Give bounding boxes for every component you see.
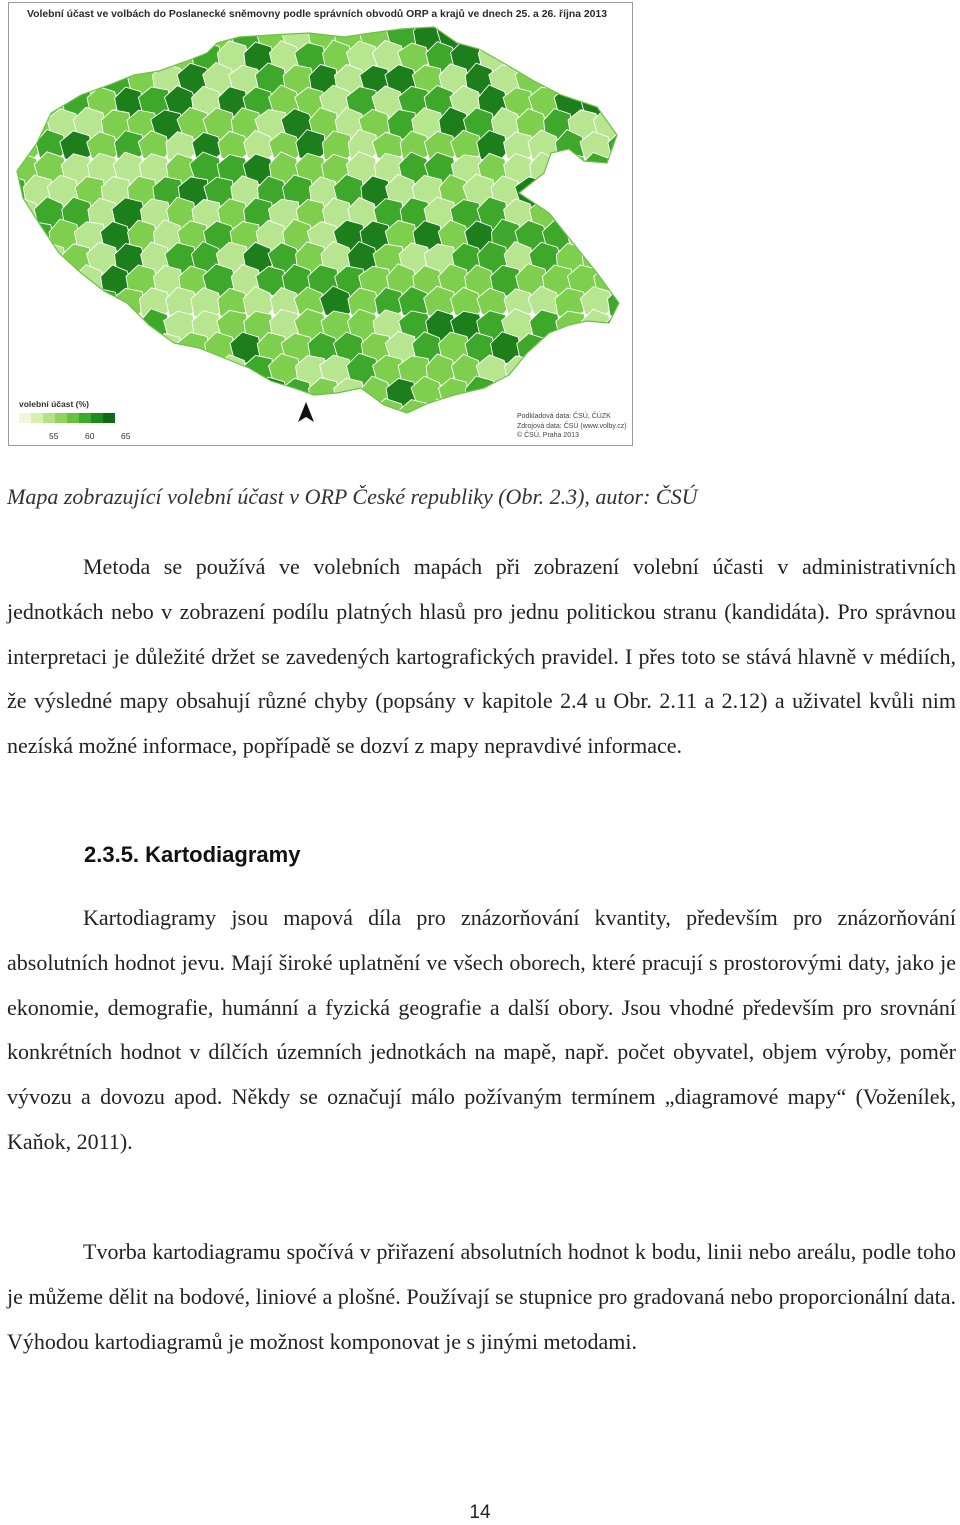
orp-region (541, 377, 573, 408)
orp-region (192, 398, 222, 433)
orp-regions (9, 3, 632, 433)
orp-region (62, 42, 92, 73)
orp-region (567, 64, 599, 97)
orp-region (60, 355, 93, 388)
orp-region (87, 42, 119, 74)
orp-region (9, 331, 27, 365)
orp-region (113, 42, 144, 75)
orp-region (62, 289, 94, 321)
orp-region (22, 18, 55, 51)
orp-region (529, 356, 560, 388)
orp-region (9, 222, 28, 253)
legend-swatch (31, 413, 43, 423)
orp-region (9, 41, 14, 75)
legend-tick: 55 (49, 431, 59, 441)
orp-region (9, 399, 16, 433)
orp-region (112, 398, 146, 433)
orp-region (9, 288, 16, 320)
orp-region (569, 332, 599, 364)
orp-region (347, 399, 378, 431)
orp-region (36, 311, 68, 342)
orp-region (99, 332, 133, 364)
orp-region (49, 20, 79, 53)
orp-region (113, 354, 143, 388)
orp-region (178, 376, 210, 408)
paragraph (7, 545, 956, 769)
orp-region (556, 153, 587, 186)
orp-region (594, 174, 625, 209)
orp-region (125, 333, 156, 365)
orp-region (606, 41, 632, 75)
orp-region (607, 3, 632, 31)
orp-region (140, 400, 171, 433)
orp-region (608, 198, 632, 232)
legend-tick: 60 (85, 431, 95, 441)
paragraph-text: Metoda se používá ve volebních mapách při zobrazení volební účasti v administrativních jednotkách nebo v zobrazení podílu platných hlasů pro jednu politickou stranu (kandidáta). Pro správnou interpretaci je důležité držet se zavedených kartografických pravidel. I přes toto se stává hlavně v médiích, že výsledné mapy obsahují různé chyby (popsány v kapitole 2.4 u Obr. 2.11 a 2.12) a uživatel kvůli nim nezíská možné informace, popřípadě se dozví z mapy nepravdivé informace. (7, 554, 956, 759)
orp-region (608, 242, 632, 275)
orp-region (9, 242, 14, 275)
orp-region (593, 331, 625, 363)
orp-region (230, 377, 262, 408)
orp-region (9, 86, 15, 119)
map-title: Volební účast ve volbách do Poslanecké sněmovny podle správních obvodů ORP a krajů ve dnech 25. a 26. října 2013 (27, 9, 607, 20)
orp-region (619, 109, 632, 142)
orp-region (9, 309, 15, 344)
legend-swatch (91, 413, 103, 423)
orp-region (529, 42, 560, 75)
page-number: 14 (469, 1502, 491, 1523)
orp-region (541, 174, 572, 209)
orp-region (555, 356, 587, 388)
orp-region (114, 309, 145, 343)
orp-region (452, 400, 484, 432)
orp-region (620, 21, 632, 51)
czech-republic-map (9, 3, 632, 445)
orp-region (542, 19, 574, 50)
orp-region (9, 356, 15, 387)
orp-region (620, 65, 632, 98)
orp-region (242, 400, 275, 433)
orp-region (9, 309, 40, 343)
orp-region (10, 88, 42, 120)
orp-region (582, 354, 612, 387)
orp-region (322, 399, 354, 431)
orp-region (606, 354, 632, 387)
paragraph (7, 1230, 956, 1364)
orp-region (102, 20, 131, 54)
orp-region (594, 65, 627, 96)
orp-region (516, 20, 547, 51)
source-line: Podkladová data: ČSÚ, ČÚZK (517, 413, 611, 420)
orp-region (21, 266, 54, 298)
paragraph-text: Tvorba kartodiagramu spočívá v přiřazení absolutních hodnot k bodu, linii nebo areálu, podle toho je můžeme dělit na bodové, liniové a plošné. Používají se stupnice pro gradovaná nebo proporcionální data. Výhodou kartodiagramů je možnost komponovat je s jinými metodami. (7, 1239, 956, 1354)
orp-region (593, 18, 625, 50)
legend-swatch (79, 413, 91, 423)
orp-region (622, 331, 633, 365)
orp-region (9, 18, 29, 52)
orp-region (36, 354, 66, 388)
orp-region (10, 287, 42, 320)
orp-region (140, 356, 172, 387)
orp-region (9, 199, 15, 230)
orp-region (10, 355, 40, 389)
orp-region (127, 376, 157, 410)
orp-region (621, 377, 632, 411)
orp-region (609, 87, 633, 119)
orp-region (87, 289, 120, 319)
orp-region (203, 375, 237, 408)
orp-region (619, 219, 632, 253)
orp-region (425, 399, 457, 433)
figure-caption: Mapa zobrazující volební účast v ORP České republiky (Obr. 2.3), autor: ČSÚ (7, 484, 698, 509)
orp-region (10, 244, 39, 276)
orp-region (568, 19, 598, 51)
orp-region (593, 222, 627, 252)
legend-title: volební účast (%) (19, 399, 89, 409)
orp-region (75, 20, 106, 51)
orp-region (516, 376, 546, 410)
map-figure (8, 2, 633, 446)
orp-region (621, 177, 632, 208)
orp-region (61, 309, 93, 342)
orp-region (165, 400, 196, 432)
orp-region (192, 355, 223, 388)
orp-region (556, 41, 589, 73)
legend-swatch (55, 413, 67, 423)
map-source (517, 412, 627, 441)
orp-region (86, 355, 118, 386)
legend-swatch (103, 413, 115, 423)
orp-region (9, 109, 29, 140)
orp-region (568, 377, 599, 410)
legend-swatch (19, 413, 31, 423)
paragraph-text: Kartodiagramy jsou mapová díla pro znázorňování kvantity, především pro znázorňování absolutních hodnot jevu. Mají široké uplatnění ve všech oborech, které pracují s prostorovými daty, jako je ekonomie, demografie, humánní a fyzická geografie a další obory. Jsou vhodné především pro srovnání konkrétních hodnot v dílčích územních jednotkách na mapě, např. počet obyvatel, objem výroby, poměr vývozu a dovozu apod. Někdy se označují málo požívaným termínem „diagramové mapy“ (Voženílek, Kaňok, 2011). (7, 905, 956, 1154)
orp-region (74, 333, 106, 364)
orp-region (101, 378, 132, 411)
orp-region (178, 20, 210, 51)
orp-region (9, 154, 16, 185)
orp-region (151, 19, 183, 51)
orp-region (581, 199, 614, 229)
orp-region (34, 243, 66, 277)
orp-region (596, 378, 626, 410)
orp-region (581, 41, 612, 74)
orp-region (152, 377, 183, 411)
source-line: Zdrojová data: ČSÚ (www.volby.cz) (517, 422, 627, 430)
orp-region (23, 65, 53, 96)
orp-region (491, 19, 522, 52)
orp-region (9, 3, 15, 29)
orp-region (48, 332, 81, 366)
orp-region (125, 19, 157, 53)
orp-region (86, 310, 118, 343)
legend-tick: 65 (121, 431, 131, 441)
legend-color-bar (19, 413, 115, 423)
orp-region (556, 200, 587, 232)
orp-region (48, 65, 80, 96)
orp-region (620, 265, 632, 297)
section-heading: 2.3.5. Kartodiagramy (84, 842, 301, 867)
orp-region (9, 64, 29, 98)
orp-region (36, 43, 68, 76)
north-arrow-icon (295, 401, 317, 423)
orp-region (217, 399, 248, 432)
orp-region (10, 42, 40, 73)
source-line: © ČSÚ, Praha 2013 (517, 432, 579, 439)
legend-swatch (43, 413, 55, 423)
orp-region (606, 154, 632, 187)
orp-region (373, 399, 406, 432)
paragraph (7, 896, 956, 1165)
orp-region (23, 331, 55, 364)
orp-region (478, 400, 508, 432)
orp-region (164, 354, 196, 386)
orp-region (542, 334, 574, 365)
orp-region (9, 265, 28, 299)
orp-region (567, 176, 599, 209)
orp-region (35, 286, 69, 320)
orp-region (9, 131, 16, 164)
legend-swatch (67, 413, 79, 423)
